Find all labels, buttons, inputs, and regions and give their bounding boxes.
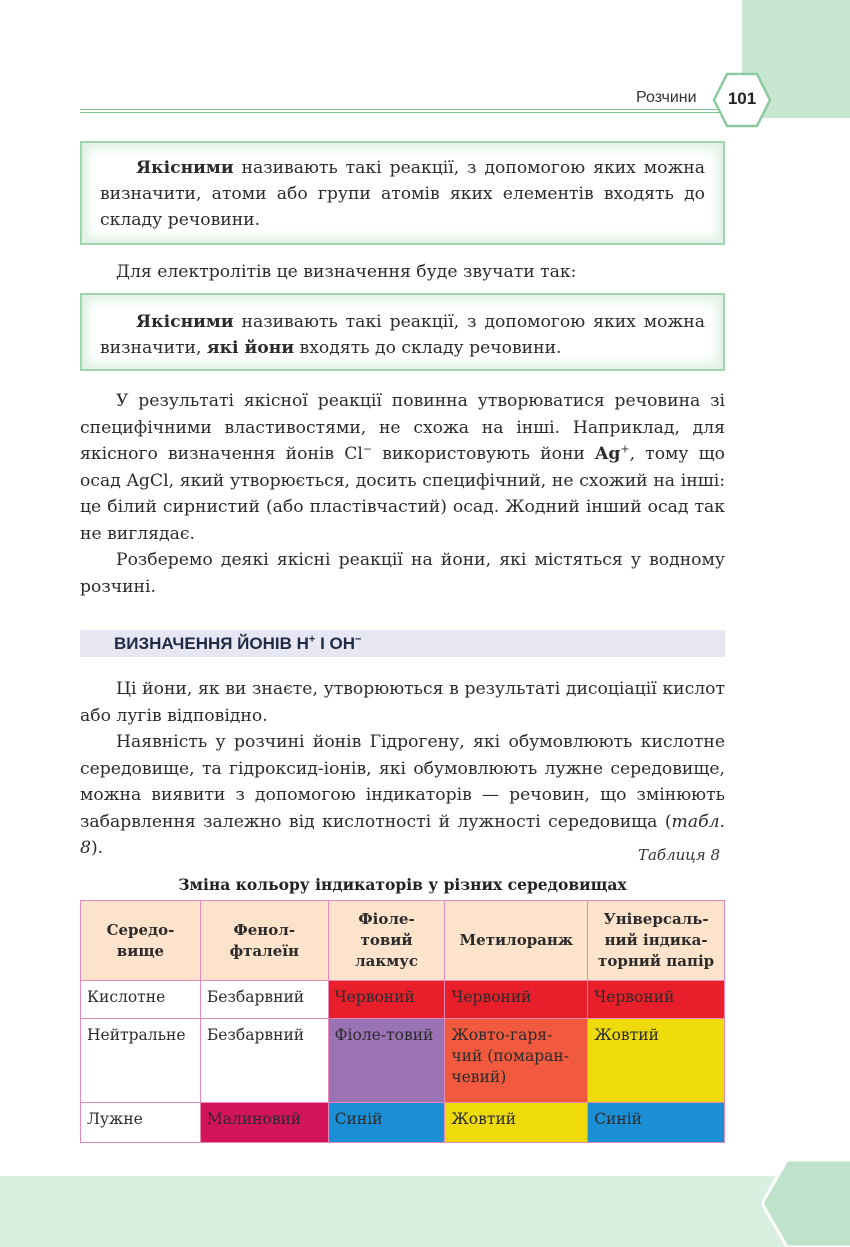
table-cell: Безбарвний xyxy=(200,981,328,1019)
paragraph-intro xyxy=(80,259,725,286)
paragraph-qualitative-reaction xyxy=(80,388,725,600)
page-number: 101 xyxy=(727,89,757,108)
silver-charge: + xyxy=(620,442,630,456)
table-header-cell: Метилоранж xyxy=(445,901,588,981)
para6-text: Наявність у розчині йонів Гідрогену, які обумовлюють кислотне середовище, та гідроксид-іонів, які обумовлюють лужне середовище, можна виявити з допомогою індикаторів — речовин, що змінюють забарвлення залежно від кислотності й лужності середовища ( xyxy=(80,732,725,832)
definition-box-2 xyxy=(80,293,725,371)
para3-part2: використовують йони xyxy=(372,444,595,464)
table-header-cell: Середо-вище xyxy=(81,901,201,981)
table-cell: Жовто-гаря-чий (помаран-чевий) xyxy=(445,1019,588,1103)
section-heading-sup1: + xyxy=(308,633,316,646)
table-row xyxy=(81,981,725,1019)
paragraph-5-text: Ці йони, як ви знаєте, утворюються в результаті дисоціації кислот або лугів відповідно. xyxy=(80,679,725,726)
silver-ion: Ag xyxy=(595,444,621,464)
table-row xyxy=(81,1103,725,1143)
paragraph-3-text xyxy=(80,388,725,547)
table-cell: Фіоле-товий xyxy=(328,1019,445,1103)
table-header-cell: Фенол-фталеїн xyxy=(200,901,328,981)
table-cell: Червоний xyxy=(328,981,445,1019)
table-cell: Жовтий xyxy=(445,1103,588,1143)
section-heading xyxy=(114,634,361,654)
table-cell: Нейтральне xyxy=(81,1019,201,1103)
table-caption: Зміна кольору індикаторів у різних середовищах xyxy=(178,875,627,894)
indicator-table xyxy=(80,900,725,1143)
table-header-row xyxy=(81,901,725,981)
definition-2-text xyxy=(82,309,723,361)
para6-end: ). xyxy=(90,838,104,858)
table-cell: Безбарвний xyxy=(200,1019,328,1103)
definition-2-ending: входять до складу речовини. xyxy=(294,338,562,358)
table-header-cell: Фіоле-товий лакмус xyxy=(328,901,445,981)
table-row xyxy=(81,1019,725,1103)
table-cell: Червоний xyxy=(588,981,725,1019)
para3-part3: , тому що осад AgCl, який утворюється, досить специфічний, не схожий на інші: це білий сирнистий (або пластівчастий) осад. Жодний інший осад так не виглядає. xyxy=(80,444,725,544)
section-heading-sup2: − xyxy=(355,633,362,646)
table-reference: табл. 8 xyxy=(80,811,725,858)
table-cell: Жовтий xyxy=(588,1019,725,1103)
para3-part1: У результаті якісної реакції повинна утворюватися речовина зі специфічними властивостями, не схожа на інші. Наприклад, для якісного визначення йонів Cl xyxy=(80,391,725,464)
definition-box-1 xyxy=(80,141,725,245)
section-heading-part2: І ОН xyxy=(315,634,356,653)
paragraph-4-text: Розберемо деякі якісні реакції на йони, які містяться у водному розчині. xyxy=(80,550,725,597)
table-cell: Лужне xyxy=(81,1103,201,1143)
paragraph-6-text xyxy=(80,729,725,862)
definition-2-emphasis: які йони xyxy=(206,338,295,358)
table-label: Таблиця 8 xyxy=(637,846,720,864)
intro-text: Для електролітів це визначення буде звучати так: xyxy=(116,262,577,282)
definition-1-term: Якісними xyxy=(136,158,234,178)
definition-1-body: називають такі реакції, з допомогою яких можна визначити, атоми або групи атомів яких елементів входять до складу речовини. xyxy=(100,158,705,230)
bottom-hexagon-decoration xyxy=(762,1160,850,1247)
running-header-title: Розчини xyxy=(636,89,697,106)
definition-2-body: називають такі реакції, з допомогою яких можна визначити, xyxy=(100,312,705,358)
table-cell: Малиновий xyxy=(200,1103,328,1143)
definition-2-term: Якісними xyxy=(136,312,234,332)
paragraph-indicators xyxy=(80,676,725,862)
bottom-strip-decoration xyxy=(0,1176,850,1247)
table-cell: Синій xyxy=(588,1103,725,1143)
table-cell: Червоний xyxy=(445,981,588,1019)
table-cell: Синій xyxy=(328,1103,445,1143)
section-heading-part1: ВИЗНАЧЕННЯ ЙОНІВ Н xyxy=(114,634,309,653)
header-rule-secondary xyxy=(80,112,720,113)
chloride-charge: − xyxy=(362,442,373,456)
table-cell: Кислотне xyxy=(81,981,201,1019)
header-rule xyxy=(80,109,720,110)
definition-1-text xyxy=(82,155,723,233)
table-header-cell: Універсаль-ний індика-торний папір xyxy=(588,901,725,981)
